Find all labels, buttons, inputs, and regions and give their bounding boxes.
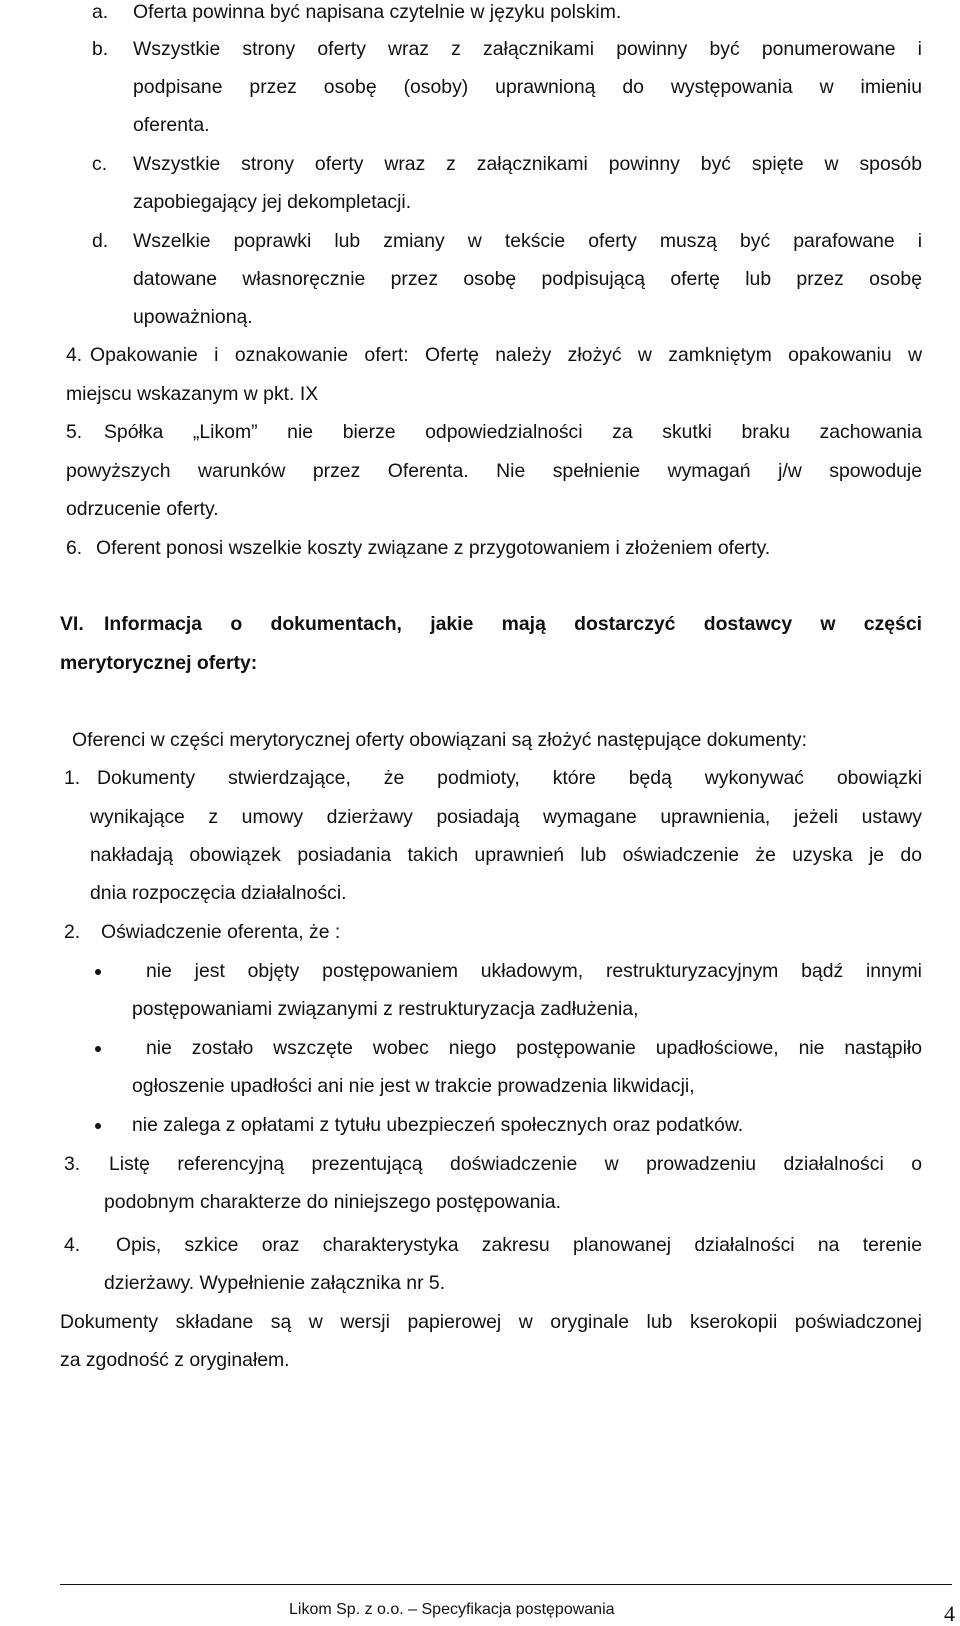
page-number: 4: [944, 1601, 955, 1626]
item-4-label: 4.: [66, 344, 83, 366]
section-vi-title-line-2: merytorycznej oferty:: [60, 652, 258, 674]
doc-1-label: 1.: [64, 767, 81, 789]
item-b-line-3: oferenta.: [133, 114, 210, 136]
doc-2-text: Oświadczenie oferenta, że :: [101, 921, 341, 943]
doc-4-label: 4.: [64, 1234, 81, 1256]
footer-text: Likom Sp. z o.o. – Specyfikacja postępowania: [289, 1601, 615, 1618]
item-a-line-1: Oferta powinna być napisana czytelnie w języku polskim.: [133, 1, 622, 23]
item-5-line-1: Spółka „Likom” nie bierze odpowiedzialności za skutki braku zachowania: [104, 421, 922, 443]
section-vi-number: VI.: [60, 613, 84, 635]
doc-4-line-2: dzierżawy. Wypełnienie załącznika nr 5.: [104, 1272, 446, 1294]
closing-line-2: za zgodność z oryginałem.: [60, 1349, 290, 1371]
item-5-line-3: odrzucenie oferty.: [66, 498, 219, 520]
section-vi-title-line-1: Informacja o dokumentach, jakie mają dostarczyć dostawcy w części: [104, 613, 922, 635]
doc-2-bullet-1-line-1: nie jest objęty postępowaniem układowym, restrukturyzacyjnym bądź innymi: [146, 960, 922, 982]
doc-1-line-3: nakładają obowiązek posiadania takich uprawnień lub oświadczenie że uzyska je do: [90, 844, 922, 866]
doc-3-label: 3.: [64, 1153, 81, 1175]
item-b-line-1: Wszystkie strony oferty wraz z załącznikami powinny być ponumerowane i: [133, 38, 922, 60]
item-6-line-1: Oferent ponosi wszelkie koszty związane z przygotowaniem i złożeniem oferty.: [96, 537, 771, 559]
item-c-line-1: Wszystkie strony oferty wraz z załącznikami powinny być spięte w sposób: [133, 153, 922, 175]
item-4-line-1: Opakowanie i oznakowanie ofert: Ofertę należy złożyć w zamkniętym opakowaniu w: [90, 344, 922, 366]
item-5-label: 5.: [66, 421, 83, 443]
bullet-dot-icon: [95, 1123, 101, 1129]
item-5-line-2: powyższych warunków przez Oferenta. Nie spełnienie wymagań j/w spowoduje: [66, 460, 922, 482]
intro-text: Oferenci w części merytorycznej oferty obowiązani są złożyć następujące dokumenty:: [72, 729, 808, 751]
item-d-label: d.: [92, 230, 109, 252]
doc-3-line-2: podobnym charakterze do niniejszego postępowania.: [104, 1191, 562, 1213]
doc-3-line-1: Listę referencyjną prezentującą doświadczenie w prowadzeniu działalności o: [109, 1153, 922, 1175]
item-6-label: 6.: [66, 537, 83, 559]
item-d-line-1: Wszelkie poprawki lub zmiany w tekście oferty muszą być parafowane i: [133, 230, 922, 252]
bullet-dot-icon: [95, 1046, 101, 1052]
doc-4-line-1: Opis, szkice oraz charakterystyka zakresu planowanej działalności na terenie: [116, 1234, 922, 1256]
item-c-line-2: zapobiegający jej dekompletacji.: [133, 191, 412, 213]
footer-divider: [60, 1584, 952, 1585]
item-b-label: b.: [92, 38, 109, 60]
item-a-label: a.: [92, 1, 109, 23]
doc-2-bullet-1-line-2: postępowaniami związanymi z restrukturyzacja zadłużenia,: [132, 998, 639, 1020]
doc-2-bullet-2-line-1: nie zostało wszczęte wobec niego postępowanie upadłościowe, nie nastąpiło: [146, 1037, 922, 1059]
item-d-line-3: upoważnioną.: [133, 306, 253, 328]
item-c-label: c.: [92, 153, 108, 175]
item-4-line-2: miejscu wskazanym w pkt. IX: [66, 383, 319, 405]
doc-2-bullet-2-line-2: ogłoszenie upadłości ani nie jest w trakcie prowadzenia likwidacji,: [132, 1075, 695, 1097]
doc-2-bullet-3-line-1: nie zalega z opłatami z tytułu ubezpieczeń społecznych oraz podatków.: [132, 1114, 744, 1136]
doc-2-label: 2.: [64, 921, 81, 943]
doc-1-line-1: Dokumenty stwierdzające, że podmioty, które będą wykonywać obowiązki: [97, 767, 922, 789]
doc-1-line-2: wynikające z umowy dzierżawy posiadają wymagane uprawnienia, jeżeli ustawy: [90, 806, 922, 828]
bullet-dot-icon: [95, 969, 101, 975]
item-b-line-2: podpisane przez osobę (osoby) uprawnioną do występowania w imieniu: [133, 76, 922, 98]
item-d-line-2: datowane własnoręcznie przez osobę podpisującą ofertę lub przez osobę: [133, 268, 922, 290]
doc-1-line-4: dnia rozpoczęcia działalności.: [90, 882, 347, 904]
closing-line-1: Dokumenty składane są w wersji papierowej w oryginale lub kserokopii poświadczonej: [60, 1311, 922, 1333]
